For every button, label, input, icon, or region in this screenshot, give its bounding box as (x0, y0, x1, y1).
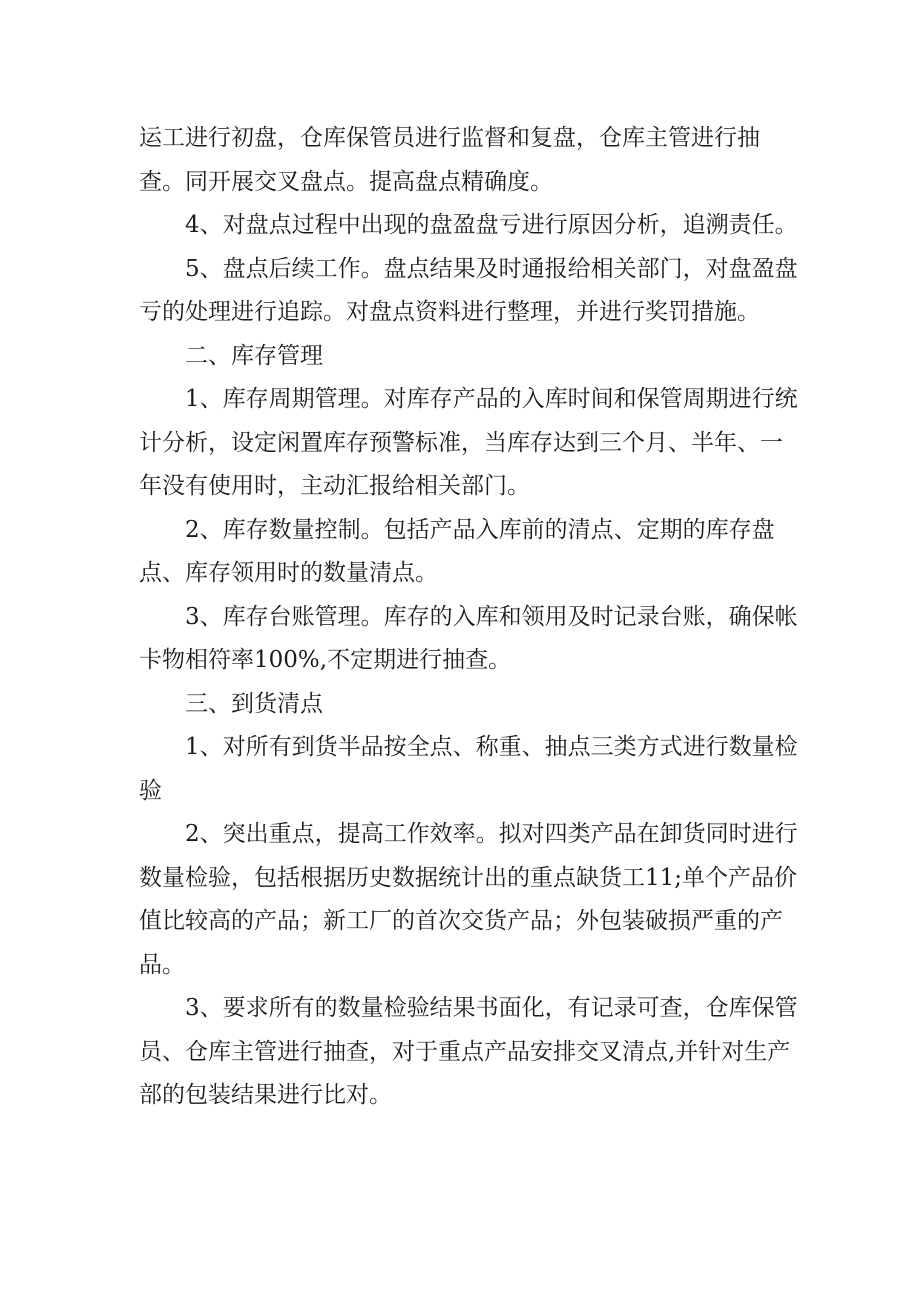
paragraph-continuation: 运工进行初盘，仓库保管员进行监督和复盘，仓库主管进行抽查。同开展交叉盘点。提高盘点精确度。 (139, 125, 760, 195)
paragraph-stock-item-3: 3、库存台账管理。库存的入库和领用及时记录台账，确保帐卡物相符率100%,不定期进行抽查。 (139, 603, 798, 673)
section-heading-stock-management: 二、库存管理 (185, 342, 323, 369)
paragraph-stock-item-2: 2、库存数量控制。包括产品入库前的清点、定期的库存盘点、库存领用时的数量清点。 (139, 516, 775, 586)
paragraph-arrival-item-3: 3、要求所有的数量检验结果书面化，有记录可查，仓库保管员、仓库主管进行抽查，对于重点产品安排交叉清点,并针对生产部的包装结果进行比对。 (139, 995, 798, 1108)
paragraph-arrival-item-2: 2、突出重点，提高工作效率。拟对四类产品在卸货同时进行数量检验，包括根据历史数据统计出的重点缺货工11;单个产品价值比较高的产品；新工厂的首次交货产品；外包装破损严重的产品。 (139, 821, 798, 978)
paragraph-arrival-item-1: 1、对所有到货半品按全点、称重、抽点三类方式进行数量检验 (139, 734, 798, 804)
paragraph-inventory-item-5: 5、盘点后续工作。盘点结果及时通报给相关部门，对盘盈盘亏的处理进行追踪。对盘点资料进行整理，并进行奖罚措施。 (139, 255, 798, 325)
paragraph-stock-item-1: 1、库存周期管理。对库存产品的入库时间和保管周期进行统计分析，设定闲置库存预警标准，当库存达到三个月、半年、一年没有使用时，主动汇报给相关部门。 (139, 386, 798, 499)
document-body (139, 117, 799, 1118)
section-heading-arrival-count: 三、到货清点 (185, 690, 323, 717)
paragraph-inventory-item-4: 4、对盘点过程中出现的盘盈盘亏进行原因分析，追溯责任。 (185, 212, 798, 238)
